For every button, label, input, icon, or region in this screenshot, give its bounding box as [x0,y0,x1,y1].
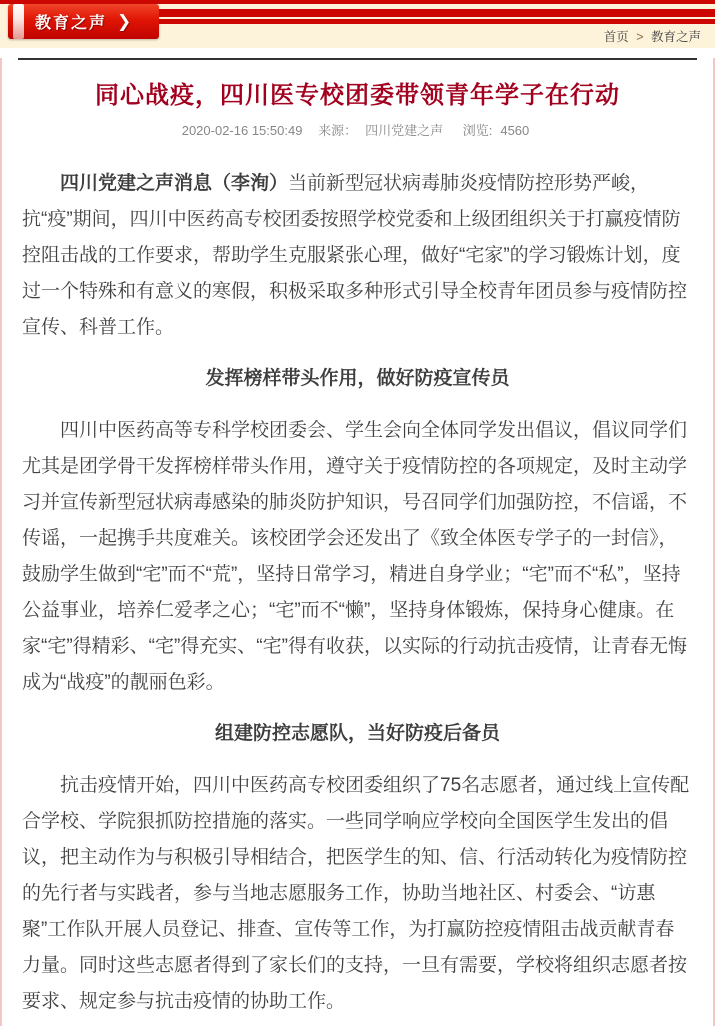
article-paragraph-text: 当前新型冠状病毒肺炎疫情防控形势严峻，抗“疫”期间，四川中医药高专校团委按照学校党委和上级团组织关于打赢疫情防控阻击战的工作要求，帮助学生克服紧张心理，做好“宅家”的学习锻炼计划，度过一个特殊和有意义的寒假，积极采取多种形式引导全校青年团员参与疫情防控宣传、科普工作。 [22,172,688,338]
breadcrumb-separator: > [636,30,644,44]
section-heading-1: 发挥榜样带头作用，做好防疫宣传员 [205,367,510,389]
article-lead: 四川党建之声消息（李洵） [60,172,289,194]
channel-banner [0,0,715,48]
banner-stripe-thick [159,9,715,17]
article-views [459,123,534,138]
article-content-panel [0,58,715,1026]
breadcrumb [604,27,701,45]
article-meta [2,120,713,139]
article-paragraph [22,166,693,346]
section-heading-2: 组建防控志愿队，当好防疫后备员 [214,722,500,744]
channel-tab[interactable] [8,4,159,39]
breadcrumb-home-link[interactable]: 首页 [603,30,629,44]
article-paragraph: 四川中医药高等专科学校团委会、学生会向全体同学发出倡议，倡议同学们尤其是团学骨干发挥榜样带头作用，遵守关于疫情防控的各项规定，及时主动学习并宣传新型冠状病毒感染的肺炎防护知识，号召同学们加强防控，不信谣，不传谣，一起携手共度难关。该校团学会还发出了《致全体医专学子的一封信》，鼓励学生做到“宅”而不“荒”，坚持日常学习，精进自身学业；“宅”而不“私”，坚持公益事业，培养仁爱孝之心；“宅”而不“懒”，坚持身体锻炼，保持身心健康。在家“宅”得精彩、“宅”得充实、“宅”得有收获，以实际的行动抗击疫情，让青春无悔成为“战疫”的靓丽色彩。 [22,419,688,693]
article-source [314,123,447,138]
channel-tab-label: 教育之声 [35,15,108,32]
article-source-name: 四川党建之声 [365,122,444,138]
breadcrumb-current-link[interactable]: 教育之声 [650,30,701,44]
tab-shine-decoration [13,4,24,39]
header-divider [18,58,697,60]
article-paragraph: 抗击疫情开始，四川中医药高专校团委组织了75名志愿者，通过线上宣传配合学校、学院狠抓防控措施的落实。一些同学响应学校向全国医学生发出的倡议，把主动作为与积极引导相结合，把医学生的知、信、行活动转化为疫情防控的先行者与实践者，参与当地志愿服务工作，协助当地社区、村委会、“访惠聚”工作队开展人员登记、排查、宣传等工作，为打赢防控疫情阻击战贡献青春力量。同时这些志愿者得到了家长们的支持，一旦有需要，学校将组织志愿者按要求、规定参与抗击疫情的协助工作。 [22,774,690,1012]
article-source-label: 来源： [318,122,358,138]
article-datetime: 2020-02-16 15:50:49 [181,122,303,138]
article-title: 同心战疫，四川医专校团委带领青年学子在行动 [95,82,620,109]
article-views-count: 4560 [500,122,530,138]
banner-stripe-thin [159,19,715,24]
banner-stripes [159,0,715,24]
chevron-right-icon: ❯ [117,12,132,31]
article-body [2,166,713,1020]
article-views-label: 浏览: [462,122,493,138]
